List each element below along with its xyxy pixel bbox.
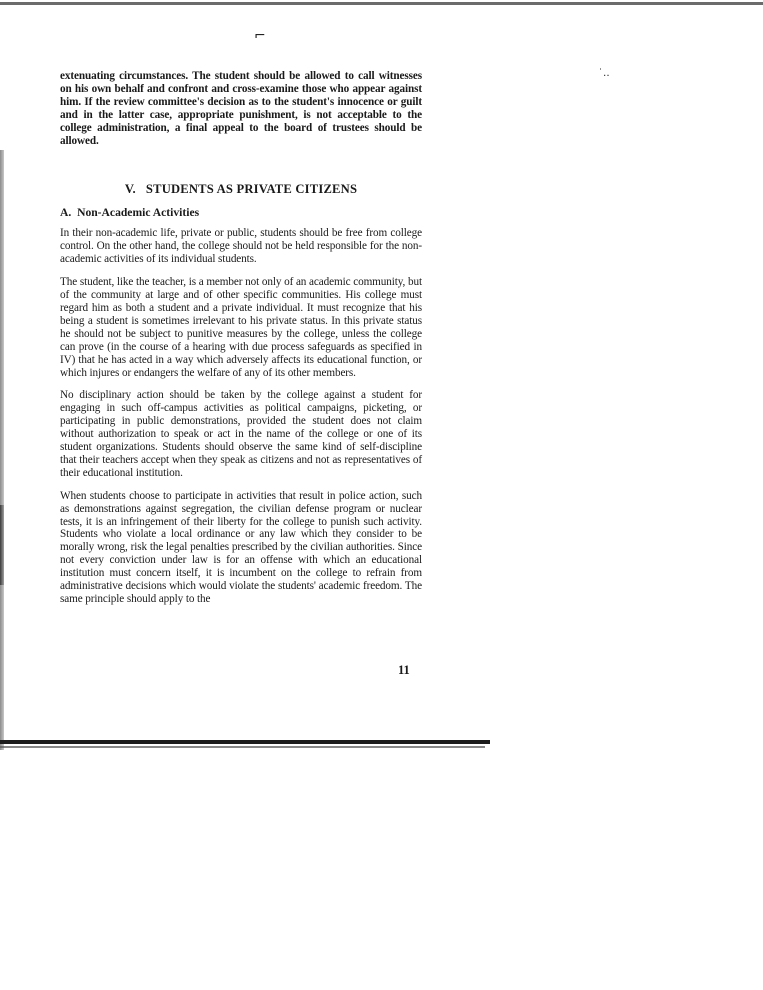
body-paragraph: In their non-academic life, private or public, students should be free from college control. On the other hand, the college should not be held responsible for the non-academic activities of its individual students. [60, 227, 422, 266]
scan-border-top [0, 2, 763, 5]
body-paragraph: No disciplinary action should be taken by the college against a student for engaging in such off-campus activities as political campaigns, picketing, or participating in public demonstrations, provided the student does not claim without authorization to speak or act in the name of the college or one of its student organizations. Students should observe the same kind of self-discipline that their teachers accept when they speak as citizens and not as representatives of their educational institution. [60, 389, 422, 479]
scan-border-left [0, 150, 4, 750]
body-paragraph: When students choose to participate in activities that result in police action, such as demonstrations against segregation, the civilian defense program or nuclear tests, it is an infringement of their liberty for the college to punish such activity. Students who violate a local ordinance or any law which they consider to be morally wrong, risk the legal penalties prescribed by the civilian authorities. Since not every conviction under law is for an offense with which an educational institution must concern itself, it is incumbent on the college to refrain from administrative decisions which would violate the students' academic freedom. The same principle should apply to the [60, 489, 422, 605]
section-heading: V. STUDENTS AS PRIVATE CITIZENS [124, 182, 358, 197]
subsection-heading: A. Non-Academic Activities [60, 206, 200, 220]
document-page [60, 70, 422, 606]
opening-paragraph: extenuating circumstances. The student should be allowed to call witnesses on his own behalf and confront and cross-examine those who appear against him. If the review committee's decision as to the student's innocence or guilt and in the latter case, appropriate punishment, is not acceptable to the college administration, a final appeal to the board of trustees should be allowed. [60, 70, 422, 147]
scan-mark: ⌐ [254, 28, 266, 44]
page-number: 11 [398, 663, 410, 677]
scan-border-bottom-shadow [0, 746, 485, 748]
scan-border-left-dark [0, 505, 4, 585]
scan-border-bottom [0, 740, 490, 744]
body-paragraph: The student, like the teacher, is a member not only of an academic community, but of the community at large and of other specific communities. His college must regard him as both a student and a private individual. It must recognize that his being a student is sometimes irrelevant to his private status. In this private status he should not be subject to punitive measures by the college, unless the college can prove (in the course of a hearing with due process safeguards as specified in IV) that he has acted in a way which adversely affects its educational function, or which injures or endangers the welfare of any of its other members. [60, 276, 422, 379]
scan-mark: ˙‥ [598, 68, 610, 79]
